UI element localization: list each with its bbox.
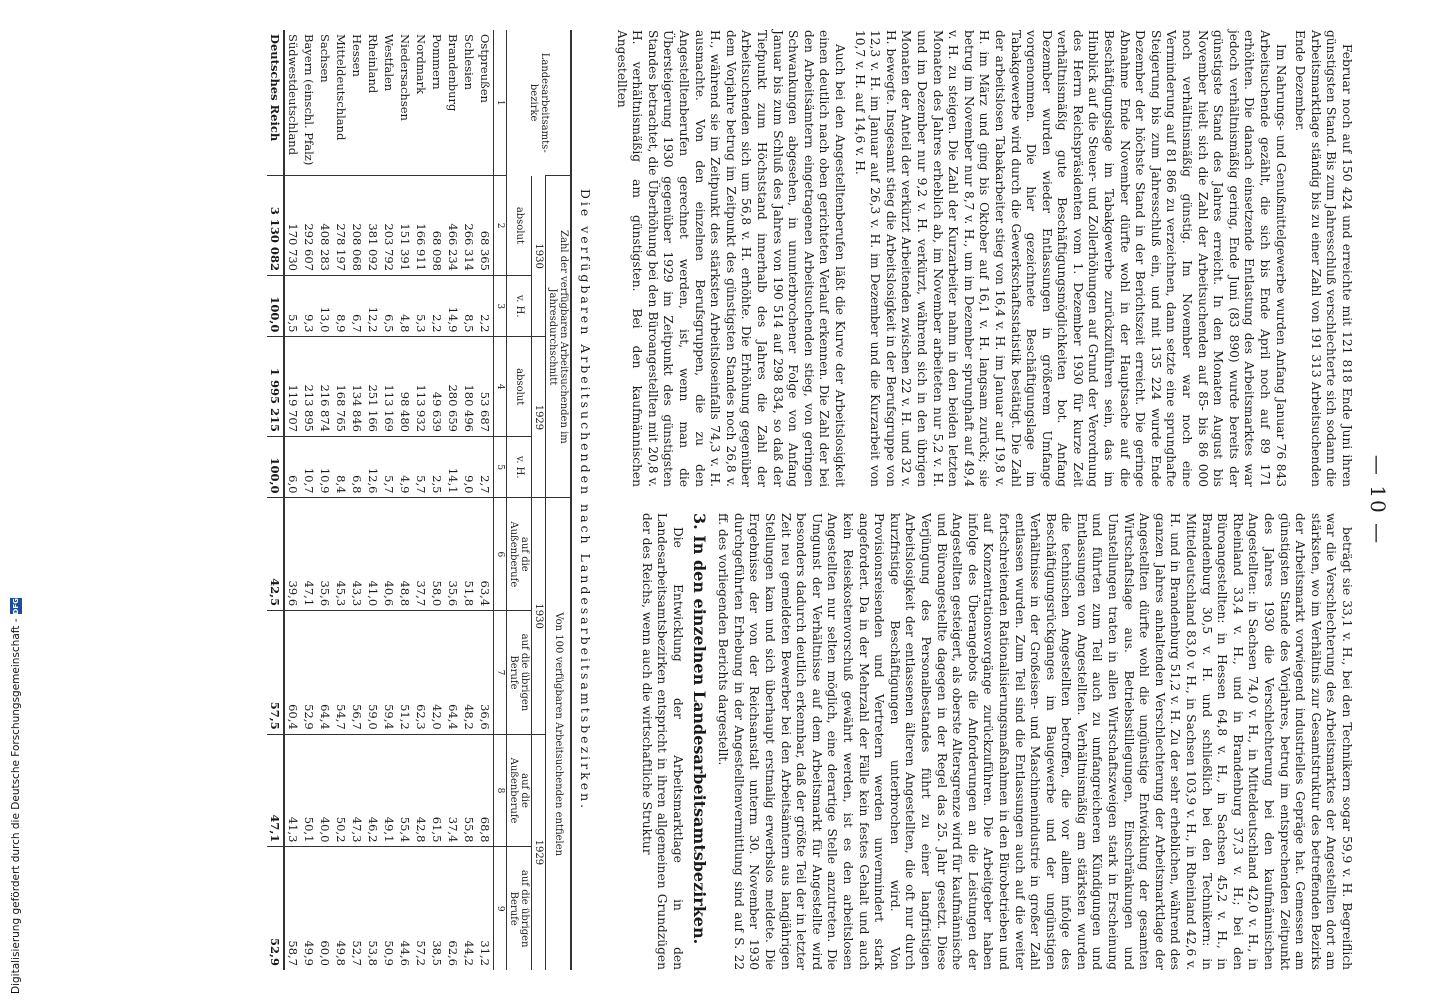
column-number: 4: [494, 337, 507, 437]
header-aussenberufe: auf die Außenberufe: [507, 734, 532, 847]
header-year: 1930: [532, 176, 546, 337]
table-cell: 2,2: [429, 275, 445, 336]
region-name: Niedersachsen: [398, 34, 413, 121]
table-cell: 53,8: [365, 847, 381, 970]
page-number: — 10 —: [1366, 454, 1390, 546]
total-label: Deutsches Reich: [267, 30, 284, 176]
table-cell: 6,5: [381, 275, 397, 336]
table-cell: 119 707: [284, 337, 301, 437]
header-aussenberufe: auf die Außenberufe: [507, 498, 532, 611]
table-cell: 57,2: [413, 847, 429, 970]
table-cell: 35,6: [445, 498, 461, 611]
table-cell: 170 730: [284, 176, 301, 276]
table-cell: 50,1: [301, 734, 317, 847]
table-cell: 9,3: [301, 275, 317, 336]
table-cell: 408 283: [317, 176, 333, 276]
table-cell: 12,2: [365, 275, 381, 336]
column-number: 9: [494, 847, 507, 970]
table-cell: 6,7: [349, 275, 365, 336]
table-cell: 10,9: [317, 437, 333, 498]
table-cell: 47,1: [301, 498, 317, 611]
table-cell: 4,9: [397, 437, 413, 498]
table-cell: 44,2: [461, 847, 477, 970]
table-cell: 203 792: [381, 176, 397, 276]
table-cell: 46,2: [365, 734, 381, 847]
table-cell: 48,2: [461, 611, 477, 735]
table-cell: 8,4: [333, 437, 349, 498]
paragraph: beträgt sie 33,1 v. H., bei den Technikern sogar 59,9 v. H. Begreiflich war die Verschlechterung des Arbeitsmarktes der Angestellten dort am stärksten, wo im Verhältnis zur Gesamtstruktur des betreffenden Bezirks der Arbeitsmarkt vorwiegend industrielles Gepräge hat. Gemessen am günstigsten Stande des Vorjahres, betrug im entsprechenden Zeitpunkt des Jahres 1930 die Verschlechterung bei den kaufmännischen Angestellten: in Sachsen 74,0 v. H., in Mitteldeutschland 42,0 v. H., in Rheinland 33,4 v. H., und in Brandenburg 37,3 v. H.; bei den Büroangestellten: in Hessen 64,8 v. H., in Sachsen 45,2 v. H., in Brandenburg 30,5 v. H. und schließlich bei den Technikern: in Mitteldeutschland 83,0 v. H., in Sachsen 103,9 v. H., in Rheinland 42,6 v. H. und in Brandenburg 51,2 v. H. Zu der sehr erheblichen, während des ganzen Jahres anhaltenden Verschlechterung der Arbeitsmarktlage der Angestellten dürfte wohl die ungünstige Entwicklung der gesamten Wirtschaftslage aus. Betriebsstillegungen, Einschränkungen und Umstellungen traten in allen Wirtschaftszweigen stark in Erscheinung und führten zum Teil auch zu umfangreicheren Kündigungen und Entlassungen von Angestellten. Verhältnismäßig am stärksten wurden die technischen Angestellten betroffen, die vor allem infolge des Beschäftigungsrückganges im Baugewerbe und der ungünstigen Verhältnisse in der Großeisen- und Maschinenindustrie in großer Zahl entlassen wurden. Zum Teil sind die Entlassungen auch auf die weiter fortschreitenden Rationalisierungsmaßnahmen in den Bürobetrieben und auf Konzentrationsvorgänge zurückzuführen. Die Arbeitgeber haben infolge des Überangebots die Anforderungen an die Leistungen der Angestellten gesteigert, als oberste Altersgrenze wird für kaufmännische und Büroangestellte dagegen in der Regel das 25. Jahr gesetzt. Diese Verjüngung des Personalbestandes führt zu einer langfristigen Arbeitslosigkeit der entlassenen älteren Angestellten, die oft nur durch kurzfristige Beschäftigungen unterbrochen wird. Von Provisionsreisenden und Vertretern werden unvermindert stark angefordert. Da in der Mehrzahl der Fälle kein festes Gehalt und auch kein Reisekostenvorschuß gewährt werden, ist es den arbeitslosen Angestellten nur selten möglich, eine derartige Stelle anzutreten. Die Umgunst der Verhältnisse auf dem Arbeitsmarkt für Angestellte wird besonders dadurch deutlich erkennbar, daß der größte Teil der in letzter Zeit neu gemeldeten Bewerber bei den Arbeitsämtern aus langjährigen Stellungen kam und sich überhaupt erstmalig erwerbslos meldete. Die Ergebnisse der von der Reichsanstalt unterm 30. November 1930 durchgeführten Erhebung in der Angestelltenvermittlung sind auf S. 22 ff. des vorliegenden Berichts dargestellt.: [716, 513, 1354, 970]
table-cell: 280 659: [445, 337, 461, 437]
table-cell: 151 391: [397, 176, 413, 276]
paragraph: Die Entwicklung der Arbeitsmarktlage in den Landesarbeitsamtsbezirken entspricht in ihren allgemeinen Grundzügen der des Reichs, wenn auch die wirtschaftliche Struktur: [639, 513, 686, 970]
header-uebrige: auf die übrigen Berufe: [507, 847, 532, 970]
header-absolut: absolut: [507, 176, 532, 276]
text-columns: [609, 30, 1354, 970]
table-cell: 52,7: [349, 847, 365, 970]
table-cell: 10,7: [301, 437, 317, 498]
total-cell: 57,5: [267, 611, 284, 735]
table-cell: 44,6: [397, 847, 413, 970]
table-cell: 49,8: [333, 847, 349, 970]
table-cell: 213 895: [301, 337, 317, 437]
table-cell: 37,4: [445, 734, 461, 847]
table-cell: 41,3: [284, 734, 301, 847]
paragraph: Im Nahrungs- und Genußmittelgewerbe wurden Anfang Januar 76 843 Arbeitsuchende gezählt, die sich bis Ende April noch auf 89 171 erhöhten. Die danach einsetzende Entlastung des Arbeitsmarktes war jedoch verhältnismäßig gering, Ende Juni (83 890) wurde bereits der günstigste Stand des Jahres erreicht. In den Monaten August bis November hielt sich die Zahl der Arbeitsuchenden auf 85- bis 86 000 noch verhältnismäßig günstig. Im November war noch eine Verminderung auf 81 866 zu verzeichnen, dann setzte eine sprunghafte Steigerung bis zum Jahresschluß ein, und mit 135 224 wurde Ende Dezember der höchste Stand in der Berichtszeit erreicht. Die geringe Abnahme Ende November dürfte wohl in der Hauptsache auf die Beschäftigungslage im Tabakgewerbe zurückzuführen sein, das im Hinblick auf die Steuer- und Zollerhöhungen auf Grund der Verordnung des Herrn Reichspräsidenten vom 1. Dezember 1930 für kurze Zeit verhältnismäßig gute Beschäftigungsmöglichkeiten bot. Anfang Dezember wurden wieder Entlassungen in größerem Umfange vorgenommen. Die hier gezeichnete Beschäftigungslage im Tabakgewerbe wird durch die Gewerkschaftsstatistik bestätigt. Die Zahl der arbeitslosen Tabakarbeiter stieg von 16,4 v. H. im Januar auf 19,8 v. H. im März und ging bis Oktober auf 16,1 v. H. langsam zurück; sie betrug im November nur 8,7 v. H., um im Dezember sprunghaft auf 49,4 v. H. zu steigen. Die Zahl der Kurzarbeiter nahm in den beiden letzten Monaten des Jahres erheblich ab, im November arbeiteten nur 5,2 v. H. und im Dezember nur 9,2 v. H. verkürzt, während sich in den übrigen Monaten der Anteil der verkürzt Arbeitenden zwischen 22 v. H. und 32 v. H. bewegte. Insgesamt stieg die Arbeitslosigkeit in der Berufsgruppe von 12,3 v. H. im Januar auf 26,3 v. H. im Dezember und die Kurzarbeit von 10,7 v. H. auf 14,6 v. H.: [852, 30, 1288, 487]
table-cell: 45,3: [333, 498, 349, 611]
column-number: 2: [494, 176, 507, 276]
table-title: Die verfügbaren Arbeitsuchenden nach Landesarbeitsamtsbezirken.: [578, 188, 594, 812]
table-row: [413, 30, 429, 970]
table-cell: 58,0: [429, 498, 445, 611]
rotated-page: [10, 0, 1400, 1000]
table-cell: 63,4: [477, 498, 494, 611]
table-cell: 49 639: [429, 337, 445, 437]
table-cell: 466 234: [445, 176, 461, 276]
table-cell: 5,3: [413, 275, 429, 336]
column-number: 7: [494, 611, 507, 735]
table-cell: 113 932: [413, 337, 429, 437]
table-cell: 6,8: [349, 437, 365, 498]
total-cell: 52,9: [267, 847, 284, 970]
table-cell: 251 166: [365, 337, 381, 437]
table-row: [397, 30, 413, 970]
table-cell: 40,6: [381, 498, 397, 611]
table-row: [317, 30, 333, 970]
table-row: [333, 30, 349, 970]
table-cell: 40,0: [317, 734, 333, 847]
table-cell: 55,8: [461, 734, 477, 847]
region-name: Pommern: [430, 34, 445, 90]
region-name: Brandenburg: [446, 34, 461, 112]
table-cell: 41,0: [365, 498, 381, 611]
paragraph: Auch bei den Angestelltenberufen läßt die Kurve der Arbeitslosigkeit einen deutlich nach oben gerichteten Verlauf erkennen. Die Zahl der bei den Arbeitsämtern eingetragenen Arbeitsuchenden stieg, von geringen Schwankungen abgesehen, in ununterbrochener Folge von Anfang Januar bis zum Schluß des Jahres von 190 514 auf 298 834, so daß der Tiefpunkt zum Höchststand innerhalb des Jahres die Zahl der Arbeitsuchenden sich um 56,8 v. H. erhöhte. Die Erhöhung gegenüber dem Vorjahre betrug im Zeitpunkt des günstigsten Standes noch 26,8 v. H., während sie im Zeitpunkt des stärksten Arbeitsloseinfalls 74,3 v. H. ausmachte. Von den einzelnen Berufsgruppen, die zu den Angestelltenberufen gerechnet werden, ist, wenn man die Übersteigerung 1930 gegenüber 1929 im Zeitpunkt des günstigsten Standes betrachtet, die Überhöhung bei den Büroangestellten mit 20,8 v. H. verhältnismäßig am günstigsten. Bei den kaufmännischen Angestellten: [614, 30, 847, 487]
table-cell: 6,0: [284, 437, 301, 498]
table-cell: 5,7: [413, 437, 429, 498]
table-cell: 278 197: [333, 176, 349, 276]
table-cell: 60,0: [317, 847, 333, 970]
table-cell: 36,6: [477, 611, 494, 735]
total-cell: 100,0: [267, 275, 284, 336]
table-cell: 113 169: [381, 337, 397, 437]
table-cell: 47,3: [349, 734, 365, 847]
total-cell: 1 995 215: [267, 337, 284, 437]
table-cell: 8,5: [461, 275, 477, 336]
column-number: 3: [494, 275, 507, 336]
table-cell: 216 874: [317, 337, 333, 437]
header-group-share: Von 100 verfügbaren Arbeitsuchenden entfielen: [546, 498, 572, 970]
column-number: 6: [494, 498, 507, 611]
column-number-row: [494, 30, 507, 970]
table-cell: 52,9: [301, 611, 317, 735]
header-uebrige: auf die übrigen Berufe: [507, 611, 532, 735]
table-cell: 168 765: [333, 337, 349, 437]
table-cell: 42,8: [413, 734, 429, 847]
header-vh: v. H.: [507, 437, 532, 498]
data-table: [267, 30, 572, 970]
region-name: Sachsen: [318, 34, 333, 83]
left-column: [609, 30, 1354, 487]
table-cell: 180 496: [461, 337, 477, 437]
table-row: [445, 30, 461, 970]
table-cell: 51,8: [461, 498, 477, 611]
table-cell: 9,0: [461, 437, 477, 498]
region-name: Rheinland: [366, 34, 381, 94]
total-cell: 3 130 082: [267, 176, 284, 276]
column-number: 8: [494, 734, 507, 847]
table-cell: 38,5: [429, 847, 445, 970]
table-cell: 59,0: [365, 611, 381, 735]
table-cell: 53 687: [477, 337, 494, 437]
table-row: [461, 30, 477, 970]
table-cell: 49,1: [381, 734, 397, 847]
table-row: [429, 30, 445, 970]
table-cell: 4,8: [397, 275, 413, 336]
table-cell: 64,4: [445, 611, 461, 735]
table-cell: 68 098: [429, 176, 445, 276]
region-name: Mitteldeutschland: [334, 34, 349, 141]
table-cell: 61,5: [429, 734, 445, 847]
table-cell: 8,9: [333, 275, 349, 336]
table-cell: 208 068: [349, 176, 365, 276]
table-cell: 59,4: [381, 611, 397, 735]
region-name: Ostpreußen: [478, 34, 493, 103]
table-cell: 58,7: [284, 847, 301, 970]
header-year: 1929: [532, 734, 546, 970]
table-body: [267, 30, 494, 970]
right-column: [609, 513, 1354, 970]
table-cell: 12,6: [365, 437, 381, 498]
table-cell: 37,7: [413, 498, 429, 611]
column-number: 5: [494, 437, 507, 498]
region-name: Westfalen: [382, 34, 397, 92]
table-cell: 292 607: [301, 176, 317, 276]
table-cell: 5,5: [284, 275, 301, 336]
table-cell: 2,2: [477, 275, 494, 336]
table-cell: 13,0: [317, 275, 333, 336]
table-cell: 2,7: [477, 437, 494, 498]
total-row: [267, 30, 284, 970]
paragraph: Februar noch auf 150 424 und erreichte mit 121 818 Ende Juni ihren günstigsten Stand. Bis zum Jahresschluß verschlechterte sich sodann die Arbeitsmarktlage ständig bis zu einer Zahl von 191 313 Arbeitsuchenden Ende Dezember.: [1293, 30, 1354, 487]
table-cell: 35,6: [317, 498, 333, 611]
table-cell: 62,3: [413, 611, 429, 735]
region-name: Schlesien: [462, 34, 477, 91]
table-cell: 31,2: [477, 847, 494, 970]
table-cell: 266 314: [461, 176, 477, 276]
region-name: Südwestdeutschland: [286, 34, 301, 156]
column-number: 1: [494, 30, 507, 176]
table-cell: 5,7: [381, 437, 397, 498]
table-cell: 68,8: [477, 734, 494, 847]
table-cell: 56,7: [349, 611, 365, 735]
region-name: Nordmark: [414, 34, 429, 95]
table-cell: 43,3: [349, 498, 365, 611]
footer: [6, 598, 26, 994]
table-cell: 68 365: [477, 176, 494, 276]
table-cell: 2,5: [429, 437, 445, 498]
header-vh: v. H.: [507, 275, 532, 336]
total-cell: 100,0: [267, 437, 284, 498]
footer-text: Digitalisierung gefördert durch die Deutsche Forschungsgemeinschaft -: [10, 618, 22, 994]
table-cell: 14,9: [445, 275, 461, 336]
table-row: [365, 30, 381, 970]
header-absolut: absolut: [507, 337, 532, 437]
table-cell: 48,8: [397, 498, 413, 611]
region-name: Bayern (einschl. Pfalz): [302, 34, 317, 166]
table-row: [301, 30, 317, 970]
table-cell: 42,0: [429, 611, 445, 735]
dfg-logo-icon: DFG: [12, 598, 20, 615]
table-cell: 14,1: [445, 437, 461, 498]
table-cell: 49,9: [301, 847, 317, 970]
table-cell: 51,2: [397, 611, 413, 735]
table-cell: 98 480: [397, 337, 413, 437]
table-row: [477, 30, 494, 970]
header-year: 1929: [532, 337, 546, 498]
table-row: [381, 30, 397, 970]
header-region: Landesarbeitsamts-bezirke: [507, 30, 572, 176]
table-cell: 381 092: [365, 176, 381, 276]
table-cell: 39,6: [284, 498, 301, 611]
table-cell: 64,4: [317, 611, 333, 735]
header-group-count: Zahl der verfügbaren Arbeitsuchenden im Jahresdurchschnitt: [546, 176, 572, 498]
table-cell: 134 846: [349, 337, 365, 437]
table-cell: 55,4: [397, 734, 413, 847]
table-cell: 60,4: [284, 611, 301, 735]
region-name: Hessen: [350, 34, 365, 77]
table-cell: 50,9: [381, 847, 397, 970]
total-cell: 42,5: [267, 498, 284, 611]
table-cell: 54,7: [333, 611, 349, 735]
total-cell: 47,1: [267, 734, 284, 847]
table-cell: 62,6: [445, 847, 461, 970]
header-year: 1930: [532, 498, 546, 734]
table-row: [284, 30, 301, 970]
table-cell: 50,2: [333, 734, 349, 847]
table-row: [349, 30, 365, 970]
section-title: 3. In den einzelnen Landesarbeitsamtsbezirken.: [689, 513, 709, 945]
table-cell: 166 911: [413, 176, 429, 276]
